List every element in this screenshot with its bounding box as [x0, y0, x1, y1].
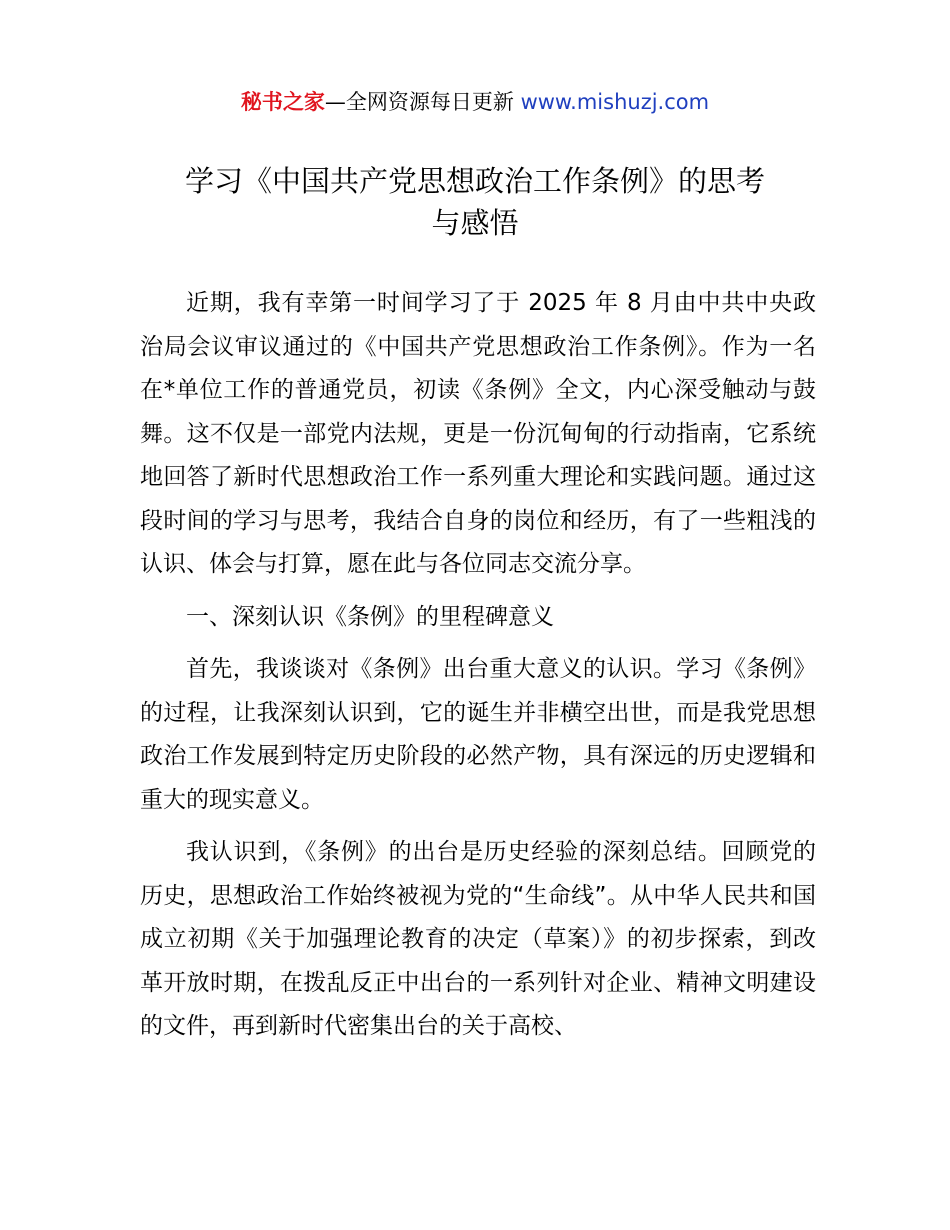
brand-name: 秘书之家 [240, 90, 325, 114]
document-title [140, 160, 810, 244]
header-tagline: —全网资源每日更新 [324, 90, 521, 114]
site-header [0, 88, 950, 116]
section-heading: 一、深刻认识《条例》的里程碑意义 [186, 603, 554, 630]
title-line-1: 学习《中国共产党思想政治工作条例》的思考 [184, 164, 765, 198]
title-line-2: 与感悟 [431, 206, 519, 240]
site-url[interactable]: www.mishuzj.com [520, 90, 710, 114]
paragraph-significance: 首先，我谈谈对《条例》出台重大意义的认识。学习《条例》的过程，让我深刻认识到，它的诞生并非横空出世，而是我党思想政治工作发展到特定历史阶段的必然产物，具有深远的历史逻辑和重大的现实意义。 [140, 656, 816, 813]
paragraph-intro: 近期，我有幸第一时间学习了于 2025 年 8 月由中共中央政治局会议审议通过的《中国共产党思想政治工作条例》。作为一名在*单位工作的普通党员，初读《条例》全文，内心深受触动与鼓舞。这不仅是一部党内法规，更是一份沉甸甸的行动指南，它系统地回答了新时代思想政治工作一系列重大理论和实践问题。通过这段时间的学习与思考，我结合自身的岗位和经历，有了一些粗浅的认识、体会与打算，愿在此与各位同志交流分享。 [140, 290, 816, 577]
document-body [140, 282, 816, 1058]
paragraph-history: 我认识到，《条例》的出台是历史经验的深刻总结。回顾党的历史，思想政治工作始终被视为党的“生命线”。从中华人民共和国成立初期《关于加强理论教育的决定（草案）》的初步探索，到改革开放时期，在拨乱反正中出台的一系列针对企业、精神文明建设的文件，再到新时代密集出台的关于高校、 [140, 839, 816, 1039]
